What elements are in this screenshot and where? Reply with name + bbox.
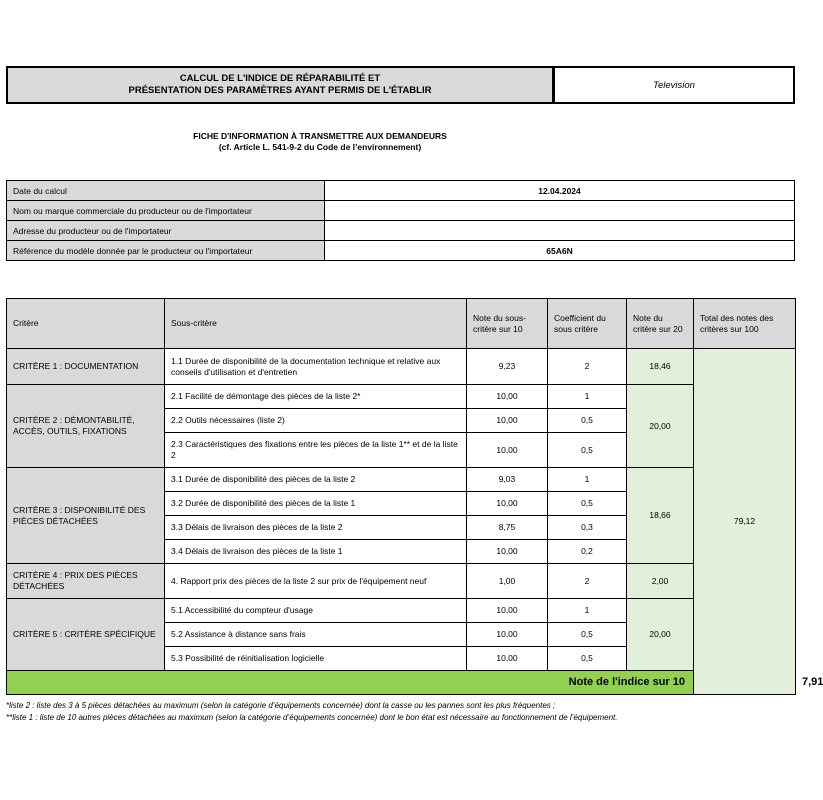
info-row-address bbox=[7, 221, 795, 241]
sous-critere-label: 3.3 Délais de livraison des pièces de la liste 2 bbox=[165, 516, 467, 540]
sous-critere-note: 1,00 bbox=[467, 564, 548, 599]
info-value bbox=[325, 221, 795, 241]
table-row bbox=[7, 599, 796, 623]
info-value: 12.04.2024 bbox=[325, 181, 795, 201]
critere-name: CRITÈRE 2 : DÉMONTABILITÉ, ACCÈS, OUTILS, FIXATIONS bbox=[7, 385, 165, 468]
document-title bbox=[6, 66, 554, 104]
sous-critere-note: 9,23 bbox=[467, 349, 548, 385]
sous-critere-label: 4. Rapport prix des pièces de la liste 2 sur prix de l'équipement neuf bbox=[165, 564, 467, 599]
total-score: 79,12 bbox=[694, 349, 796, 695]
header-note-critere: Note du critère sur 20 bbox=[627, 299, 694, 349]
sous-critere-note: 10,00 bbox=[467, 647, 548, 671]
sous-critere-coef: 0,5 bbox=[548, 433, 627, 468]
sous-critere-coef: 0,5 bbox=[548, 647, 627, 671]
sous-critere-note: 10,00 bbox=[467, 409, 548, 433]
info-label: Référence du modèle donnée par le producteur ou l'importateur bbox=[7, 241, 325, 261]
sous-critere-label: 2.3 Caractéristiques des fixations entre les pièces de la liste 1** et de la liste 2 bbox=[165, 433, 467, 468]
fiche-line-1: FICHE D'INFORMATION À TRANSMETTRE AUX DEMANDEURS bbox=[193, 131, 447, 141]
score-table bbox=[6, 298, 823, 695]
sous-critere-coef: 1 bbox=[548, 468, 627, 492]
sous-critere-coef: 1 bbox=[548, 599, 627, 623]
sous-critere-note: 10,00 bbox=[467, 492, 548, 516]
sous-critere-label: 3.4 Délais de livraison des pièces de la liste 1 bbox=[165, 540, 467, 564]
sous-critere-coef: 0,5 bbox=[548, 623, 627, 647]
table-header-row bbox=[7, 299, 796, 349]
info-row-reference bbox=[7, 241, 795, 261]
info-value bbox=[325, 201, 795, 221]
fiche-line-2: (cf. Article L. 541-9-2 du Code de l’environnement) bbox=[218, 142, 422, 152]
sous-critere-coef: 0,5 bbox=[548, 492, 627, 516]
sous-critere-label: 2.1 Facilité de démontage des pièces de la liste 2* bbox=[165, 385, 467, 409]
title-line-1: CALCUL DE L'INDICE DE RÉPARABILITÉ ET bbox=[179, 73, 381, 84]
info-label: Date du calcul bbox=[7, 181, 325, 201]
table-row bbox=[7, 468, 796, 492]
title-line-2: PRÉSENTATION DES PARAMÈTRES AYANT PERMIS DE L'ÉTABLIR bbox=[128, 85, 432, 96]
sous-critere-label: 5.3 Possibilité de réinitialisation logicielle bbox=[165, 647, 467, 671]
critere-name: CRITÈRE 3 : DISPONIBILITÉ DES PIÈCES DÉTACHÉES bbox=[7, 468, 165, 564]
critere-note: 18,46 bbox=[627, 349, 694, 385]
table-row bbox=[7, 349, 796, 385]
sous-critere-label: 2.2 Outils nécessaires (liste 2) bbox=[165, 409, 467, 433]
table-row bbox=[7, 564, 796, 599]
critere-note: 18,66 bbox=[627, 468, 694, 564]
sous-critere-coef: 0,5 bbox=[548, 409, 627, 433]
sous-critere-label: 5.1 Accessibilité du compteur d'usage bbox=[165, 599, 467, 623]
critere-name: CRITÈRE 1 : DOCUMENTATION bbox=[7, 349, 165, 385]
footnote-liste-2: *liste 2 : liste des 3 à 5 pièces détachées au maximum (selon la catégorie d’équipements concernée) dont la casse ou les pannes sont les plus fréquentes ; bbox=[6, 701, 556, 710]
sous-critere-coef: 2 bbox=[548, 349, 627, 385]
sous-critere-note: 9,03 bbox=[467, 468, 548, 492]
footnotes bbox=[6, 700, 796, 724]
header-total: Total des notes des critères sur 100 bbox=[694, 299, 796, 349]
header-coefficient: Coefficient du sous critère bbox=[548, 299, 627, 349]
sous-critere-coef: 0,2 bbox=[548, 540, 627, 564]
info-table bbox=[6, 180, 795, 261]
info-label: Adresse du producteur ou de l'importateur bbox=[7, 221, 325, 241]
header-critere: Critère bbox=[7, 299, 165, 349]
table-row bbox=[7, 385, 796, 409]
sous-critere-label: 3.1 Durée de disponibilité des pièces de la liste 2 bbox=[165, 468, 467, 492]
info-label: Nom ou marque commerciale du producteur ou de l'importateur bbox=[7, 201, 325, 221]
critere-note: 20,00 bbox=[627, 385, 694, 468]
sous-critere-label: 5.2 Assistance à distance sans frais bbox=[165, 623, 467, 647]
sous-critere-label: 1.1 Durée de disponibilité de la documentation technique et relative aux conseils d'utilisation et d'entretien bbox=[165, 349, 467, 385]
sous-critere-coef: 0,3 bbox=[548, 516, 627, 540]
critere-name: CRITÈRE 5 : CRITÈRE SPÉCIFIQUE bbox=[7, 599, 165, 671]
index-row: Note de l'indice sur 10 7,91 bbox=[7, 671, 796, 695]
critere-note: 20,00 bbox=[627, 599, 694, 671]
info-row-date bbox=[7, 181, 795, 201]
info-value: 65A6N bbox=[325, 241, 795, 261]
product-category: Television bbox=[553, 66, 795, 104]
sous-critere-note: 10,00 bbox=[467, 385, 548, 409]
sous-critere-note: 8,75 bbox=[467, 516, 548, 540]
fiche-heading bbox=[0, 131, 640, 153]
header-sous-critere: Sous-critère bbox=[165, 299, 467, 349]
sous-critere-label: 3.2 Durée de disponibilité des pièces de la liste 1 bbox=[165, 492, 467, 516]
sous-critere-note: 10,00 bbox=[467, 433, 548, 468]
sous-critere-coef: 2 bbox=[548, 564, 627, 599]
footnote-liste-1: **liste 1 : liste de 10 autres pièces détachées au maximum (selon la catégorie d’équipements concernée) dont le bon état est nécessaire au fonctionnement de l’équipement. bbox=[6, 713, 618, 722]
info-row-brand bbox=[7, 201, 795, 221]
critere-name: CRITÈRE 4 : PRIX DES PIÈCES DÉTACHÉES bbox=[7, 564, 165, 599]
sous-critere-note: 10,00 bbox=[467, 623, 548, 647]
sous-critere-coef: 1 bbox=[548, 385, 627, 409]
critere-note: 2,00 bbox=[627, 564, 694, 599]
sous-critere-note: 10,00 bbox=[467, 540, 548, 564]
header-note-sous-critere: Note du sous-critère sur 10 bbox=[467, 299, 548, 349]
sous-critere-note: 10,00 bbox=[467, 599, 548, 623]
index-label: Note de l'indice sur 10 bbox=[7, 671, 694, 695]
